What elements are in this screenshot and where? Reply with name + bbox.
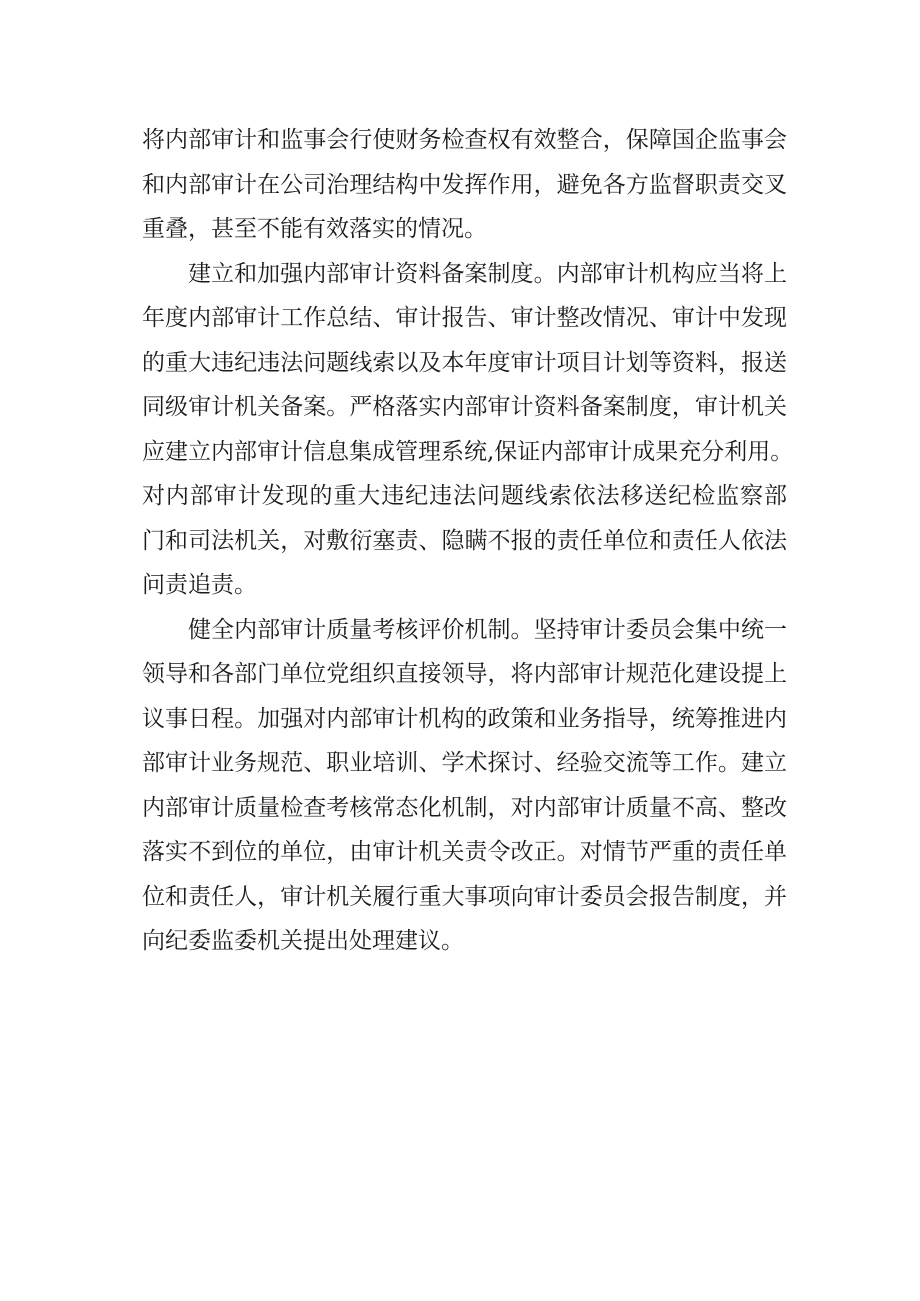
- text-line: 议事日程。加强对内部审计机构的政策和业务指导，统筹推进内: [142, 705, 787, 732]
- text-line: 位和责任人，审计机关履行重大事项向审计委员会报告制度，并: [142, 883, 787, 910]
- text-line: 建立和加强内部审计资料备案制度。内部审计机构应当将上: [188, 260, 787, 287]
- text-line: 问责追责。: [142, 572, 257, 598]
- text-line: 部审计业务规范、职业培训、学术探讨、经验交流等工作。建立: [142, 750, 787, 776]
- text-line: 领导和各部门单位党组织直接领导，将内部审计规范化建设提上: [142, 661, 787, 687]
- text-line: 重叠，甚至不能有效落实的情况。: [142, 216, 487, 242]
- paragraph-1: [142, 118, 787, 252]
- paragraph-3: [142, 608, 787, 964]
- text-line: 应建立内部审计信息集成管理系统,保证内部审计成果充分利用。: [142, 438, 794, 465]
- text-line: 落实不到位的单位，由审计机关责令改正。对情节严重的责任单: [142, 839, 787, 865]
- document-body: [142, 118, 794, 964]
- text-line: 内部审计质量检查考核常态化机制，对内部审计质量不高、整改: [142, 794, 787, 821]
- text-line: 和内部审计在公司治理结构中发挥作用，避免各方监督职责交叉: [142, 171, 787, 198]
- text-line: 门和司法机关，对敷衍塞责、隐瞒不报的责任单位和责任人依法: [142, 527, 787, 554]
- text-line: 将内部审计和监事会行使财务检查权有效整合，保障国企监事会: [142, 127, 787, 153]
- paragraph-2: [142, 252, 794, 608]
- text-line: 向纪委监委机关提出处理建议。: [142, 928, 464, 954]
- text-line: 对内部审计发现的重大违纪违法问题线索依法移送纪检监察部: [142, 483, 787, 509]
- text-line: 同级审计机关备案。严格落实内部审计资料备案制度，审计机关: [142, 394, 787, 420]
- text-line: 年度内部审计工作总结、审计报告、审计整改情况、审计中发现: [142, 305, 787, 331]
- text-line: 的重大违纪违法问题线索以及本年度审计项目计划等资料，报送: [142, 349, 787, 376]
- text-line: 健全内部审计质量考核评价机制。坚持审计委员会集中统一: [188, 616, 787, 643]
